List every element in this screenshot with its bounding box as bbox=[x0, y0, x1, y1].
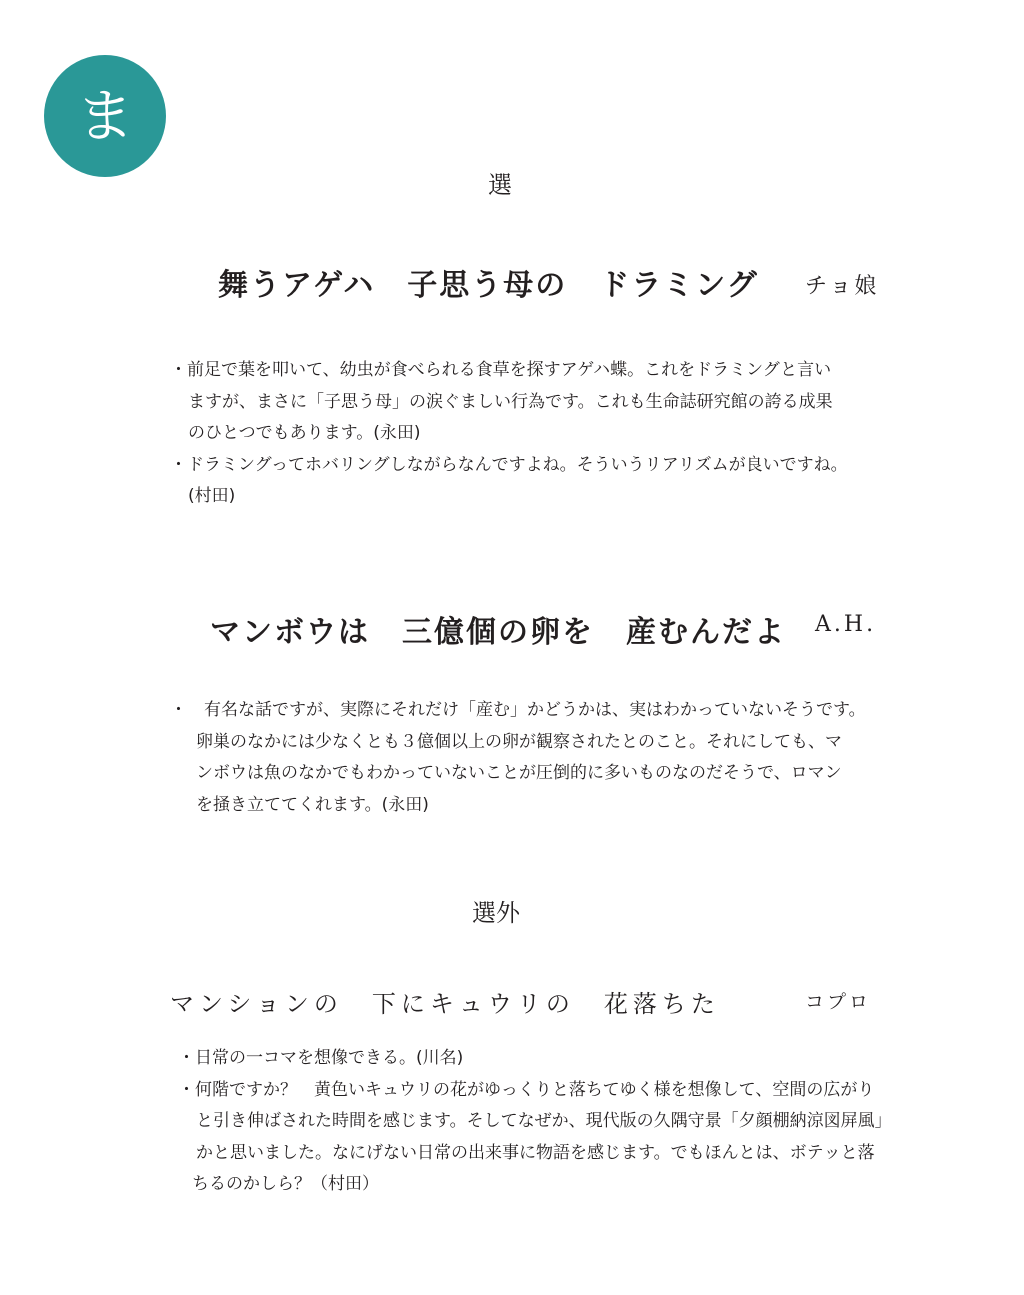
comment-line: ンボウは魚のなかでもわかっていないことが圧倒的に多いものなのだそうで、ロマン bbox=[196, 763, 842, 783]
haiku-2-author: A.H. bbox=[815, 612, 877, 637]
haiku-3-author: コプロ bbox=[805, 991, 872, 1013]
comment-line: を掻き立ててくれます。(永田) bbox=[196, 794, 429, 815]
comment-line: ・前足で葉を叩いて、幼虫が食べられる食草を探すアゲハ蝶。これをドラミングと言い bbox=[170, 360, 832, 380]
comment-line: (村田) bbox=[188, 486, 236, 506]
selected-heading: 選 bbox=[488, 171, 512, 199]
comment-line: かと思いました。なにげない日常の出来事に物語を感じます。でもほんとは、ボテッと落 bbox=[196, 1142, 875, 1163]
comment-line: ちるのかしら？（村田） bbox=[192, 1174, 379, 1194]
outside-heading: 選外 bbox=[472, 899, 520, 927]
comment-line: ・ 有名な話ですが、実際にそれだけ「産む」かどうかは、実はわかっていないそうです。 bbox=[170, 700, 866, 720]
haiku-1-comments bbox=[170, 355, 848, 513]
comment-line: と引き伸ばされた時間を感じます。そしてなぜか、現代版の久隅守景「夕顔棚納涼図屏風」 bbox=[196, 1111, 892, 1131]
haiku-2-comments bbox=[170, 695, 866, 821]
comment-line: ・日常の一コマを想像できる。(川名) bbox=[178, 1048, 464, 1068]
comment-line: ますが、まさに「子思う母」の涙ぐましい行為です。これも生命誌研究館の誇る成果 bbox=[188, 391, 833, 412]
haiku-2: マンボウは 三億個の卵を 産むんだよ bbox=[210, 615, 786, 650]
haiku-3-comments bbox=[178, 1043, 892, 1201]
comment-line: 卵巣のなかには少なくとも３億個以上の卵が観察されたとのこと。それにしても、マ bbox=[196, 731, 842, 752]
haiku-1-author: チョ娘 bbox=[805, 274, 880, 299]
comment-line: ・何階ですか？ 黄色いキュウリの花がゆっくりと落ちてゆく様を想像して、空間の広がり bbox=[178, 1079, 875, 1100]
haiku-3: マンションの 下にキュウリの 花落ちた bbox=[170, 990, 720, 1018]
comment-line: ・ドラミングってホバリングしながらなんですよね。そういうリアリズムが良いですね。 bbox=[170, 454, 848, 475]
comment-line: のひとつでもあります。(永田) bbox=[188, 423, 421, 443]
haiku-1: 舞うアゲハ 子思う母の ドラミング bbox=[218, 268, 759, 303]
category-badge: ま bbox=[44, 55, 166, 177]
